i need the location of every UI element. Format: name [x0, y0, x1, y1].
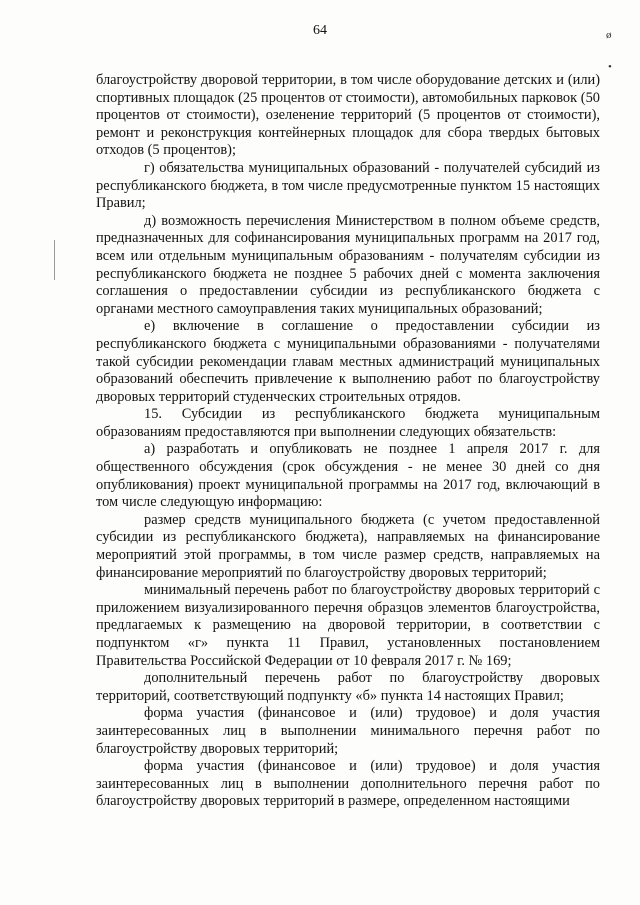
margin-mark-lower: •: [608, 61, 612, 73]
paragraph-minimal-list: минимальный перечень работ по благоустройству дворовых территорий с приложением визуализированного перечня образцов элементов благоустройства, предлагаемых к размещению на дворовой территории, в соответствии с подпунктом «г» пункта 11 Правил, установленных постановлением Правительства Российской Федерации от 10 февраля 2017 г. № 169;: [96, 582, 600, 669]
document-body: [96, 72, 600, 811]
paragraph-additional-list: дополнительный перечень работ по благоустройству дворовых территорий, соответствующий подпункту «б» пункта 14 настоящих Правил;: [96, 670, 600, 704]
scan-artifact-line: [54, 240, 55, 280]
paragraph-item-d: д) возможность перечисления Министерством в полном объеме средств, предназначенных для софинансирования муниципальных программ на 2017 год, всем или отдельным муниципальным образованиям - получателям субсидии из республиканского бюджета не позднее 5 рабочих дней с момента заключения соглашения о предоставлении субсидии из республиканского бюджета с органами местного самоуправления таких муниципальных образований;: [96, 212, 600, 317]
paragraph-participation-minimal: форма участия (финансовое и (или) трудовое) и доля участия заинтересованных лиц в выполнении минимального перечня работ по благоустройству дворовых территорий;: [96, 705, 600, 757]
paragraph-item-g: г) обязательства муниципальных образований - получателей субсидий из республиканского бюджета, в том числе предусмотренные пунктом 15 настоящих Правил;: [96, 159, 600, 212]
paragraph-continuation: благоустройству дворовой территории, в том числе оборудование детских и (или) спортивных площадок (25 процентов от стоимости), автомобильных парковок (50 процентов от стоимости), озеленение территорий (5 процентов от стоимости), ремонт и реконструкция контейнерных площадок для сбора твердых бытовых отходов (5 процентов);: [96, 72, 600, 159]
page-number: 64: [313, 23, 327, 38]
paragraph-budget-size: размер средств муниципального бюджета (с учетом предоставленной субсидии из республиканского бюджета), направляемых на финансирование мероприятий этой программы, в том числе размер средств, направляемых на финансирование мероприятий по благоустройству дворовых территорий;: [96, 511, 600, 581]
margin-mark-top: ø: [606, 29, 612, 41]
paragraph-participation-additional: форма участия (финансовое и (или) трудовое) и доля участия заинтересованных лиц в выполнении дополнительного перечня работ по благоустройству дворовых территорий в размере, определенном настоящими: [96, 758, 600, 810]
paragraph-item-a: а) разработать и опубликовать не позднее 1 апреля 2017 г. для общественного обсуждения (срок обсуждения - не менее 30 дней со дня опубликования) проект муниципальной программы на 2017 год, включающий в том числе следующую информацию:: [96, 441, 600, 511]
paragraph-item-e: е) включение в соглашение о предоставлении субсидии из республиканского бюджета с муниципальными образованиями - получателями такой субсидии рекомендации главам местных администраций муниципальных образований обеспечить привлечение к выполнению работ по благоустройству дворовых территорий студенческих строительных отрядов.: [96, 318, 600, 405]
paragraph-section-15: 15. Субсидии из республиканского бюджета муниципальным образованиям предоставляются при выполнении следующих обязательств:: [96, 406, 600, 440]
